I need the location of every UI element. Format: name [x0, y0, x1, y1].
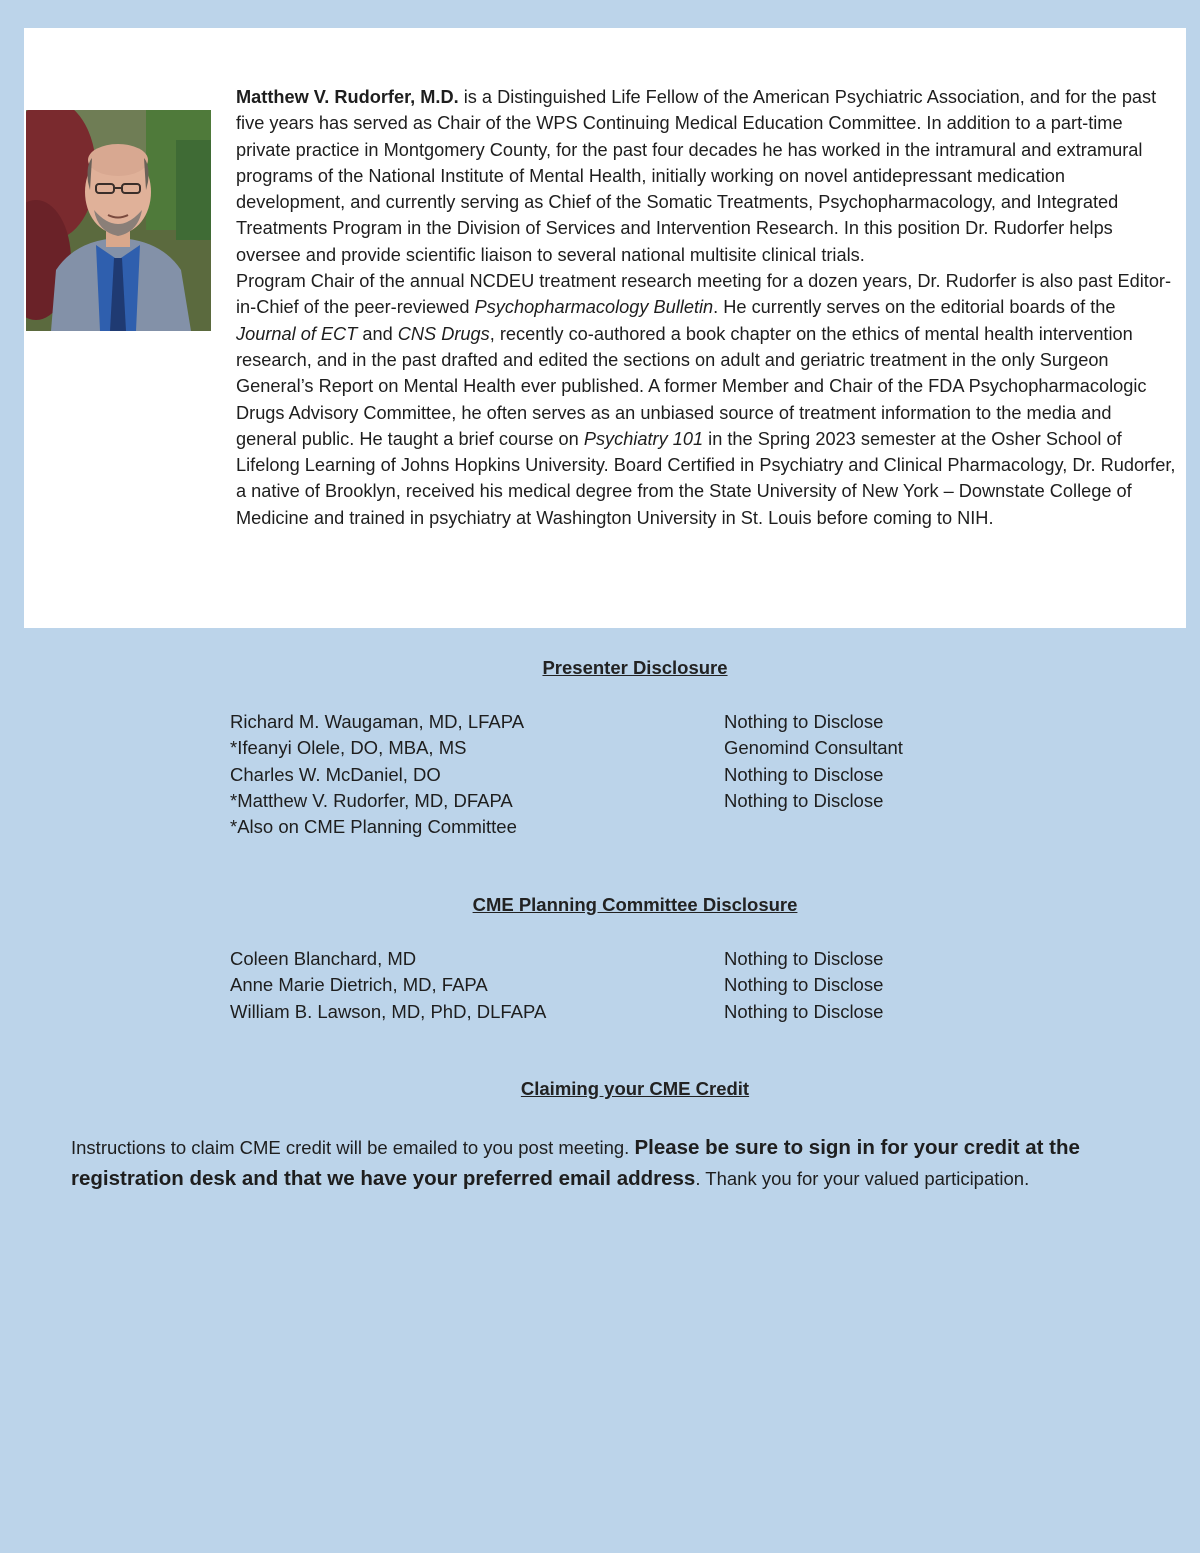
- disclosure-status-cell: Nothing to Disclose: [724, 948, 884, 969]
- presenter-name-cell: Charles W. McDaniel, DO: [230, 763, 441, 785]
- claim-text-closing: . Thank you for your valued participation.: [695, 1168, 1030, 1189]
- disclosure-status-cell: Nothing to Disclose: [724, 763, 884, 785]
- claim-text-intro: Instructions to claim CME credit will be emailed to you post meeting.: [71, 1137, 635, 1158]
- bio-paragraph-2: [236, 268, 1176, 531]
- publication-title: Psychopharmacology Bulletin: [474, 297, 714, 318]
- disclosure-status-cell: Nothing to Disclose: [724, 1000, 884, 1022]
- bio-card: [24, 28, 1186, 628]
- disclosure-status-cell: Nothing to Disclose: [724, 974, 884, 996]
- member-name-cell: William B. Lawson, MD, PhD, DLFAPA: [230, 1000, 547, 1022]
- presenter-name-cell: *Matthew V. Rudorfer, MD, DFAPA: [230, 789, 513, 811]
- presenter-name-cell: Richard M. Waugaman, MD, LFAPA: [230, 711, 525, 732]
- claim-text-emphasis: Please be sure to sign in for your credit at the registration desk and that we have your preferred email address: [71, 1136, 1080, 1190]
- publication-title: Journal of ECT: [236, 323, 358, 344]
- disclosure-status-cell: Genomind Consultant: [724, 737, 903, 759]
- bio-text-segment: and: [357, 323, 398, 344]
- bio-text-segment: , recently co-authored a book chapter on the ethics of mental health intervention research, and in the past drafted and edited the sections on adult and geriatric treatment in the only Surgeon General’s Report on Mental Health ever published. A former Member and Chair of the FDA Psychopharmacologic Drugs Advisory Committee, he often serves as an unbiased source of treatment information to the media and general public. He taught a brief course on: [236, 323, 1147, 449]
- course-title: Psychiatry 101: [583, 428, 704, 449]
- member-name-cell: Coleen Blanchard, MD: [230, 948, 417, 969]
- table-row: [230, 709, 1030, 735]
- presenter-name: Matthew V. Rudorfer, M.D.: [236, 87, 459, 107]
- planning-committee-heading: CME Planning Committee Disclosure: [472, 894, 798, 915]
- table-row: [230, 946, 1030, 972]
- table-row: [230, 972, 1030, 998]
- claim-instructions: [71, 1132, 1151, 1194]
- planning-committee-footnote: *Also on CME Planning Committee: [230, 816, 517, 838]
- bio-paragraph-1: [236, 84, 1176, 268]
- bio-text-segment: in the Spring 2023 semester at the Osher School of Lifelong Learning of Johns Hopkins University. Board Certified in Psychiatry and Clinical Pharmacology, Dr. Rudorfer, a native of Brooklyn, received his medical degree from the State University of New York – Downstate College of Medicine and trained in psychiatry at Washington University in St. Louis before coming to NIH.: [236, 428, 1176, 528]
- presenter-disclosure-heading: Presenter Disclosure: [542, 657, 728, 678]
- publication-title: CNS Drugs: [397, 323, 490, 344]
- claim-credit-heading: Claiming your CME Credit: [520, 1078, 750, 1099]
- table-row: [230, 788, 1030, 814]
- member-name-cell: Anne Marie Dietrich, MD, FAPA: [230, 974, 488, 996]
- disclosure-status-cell: Nothing to Disclose: [724, 711, 884, 732]
- presenter-name-cell: *Ifeanyi Olele, DO, MBA, MS: [230, 737, 467, 759]
- bio-paragraph-1-text: is a Distinguished Life Fellow of the American Psychiatric Association, and for the past five years has served as Chair of the WPS Continuing Medical Education Committee. In addition to a part-time private practice in Montgomery County, for the past four decades he has worked in the intramural and extramural programs of the National Institute of Mental Health, initially working on novel antidepressant medication development, and currently serving as Chief of the Somatic Treatments, Psychopharmacology, and Integrated Treatments Program in the Division of Services and Intervention Research. In this position Dr. Rudorfer helps oversee and provide scientific liaison to several national multisite clinical trials.: [236, 87, 1157, 265]
- disclosure-status-cell: Nothing to Disclose: [724, 789, 884, 811]
- presenter-disclosure-table: [230, 709, 1030, 840]
- presenter-photo: [26, 110, 211, 331]
- table-row: [230, 999, 1030, 1025]
- planning-committee-table: [230, 946, 1030, 1025]
- presenter-photo-image: [26, 110, 211, 331]
- table-row: [230, 735, 1030, 761]
- bio-text-segment: . He currently serves on the editorial boards of the: [713, 297, 1116, 318]
- table-row: [230, 762, 1030, 788]
- bio-text-segment: Program Chair of the annual NCDEU treatment research meeting for a dozen years, Dr. Rudorfer is also past Editor-in-Chief of the peer-reviewed: [236, 271, 1172, 318]
- bio-text: [236, 84, 1176, 531]
